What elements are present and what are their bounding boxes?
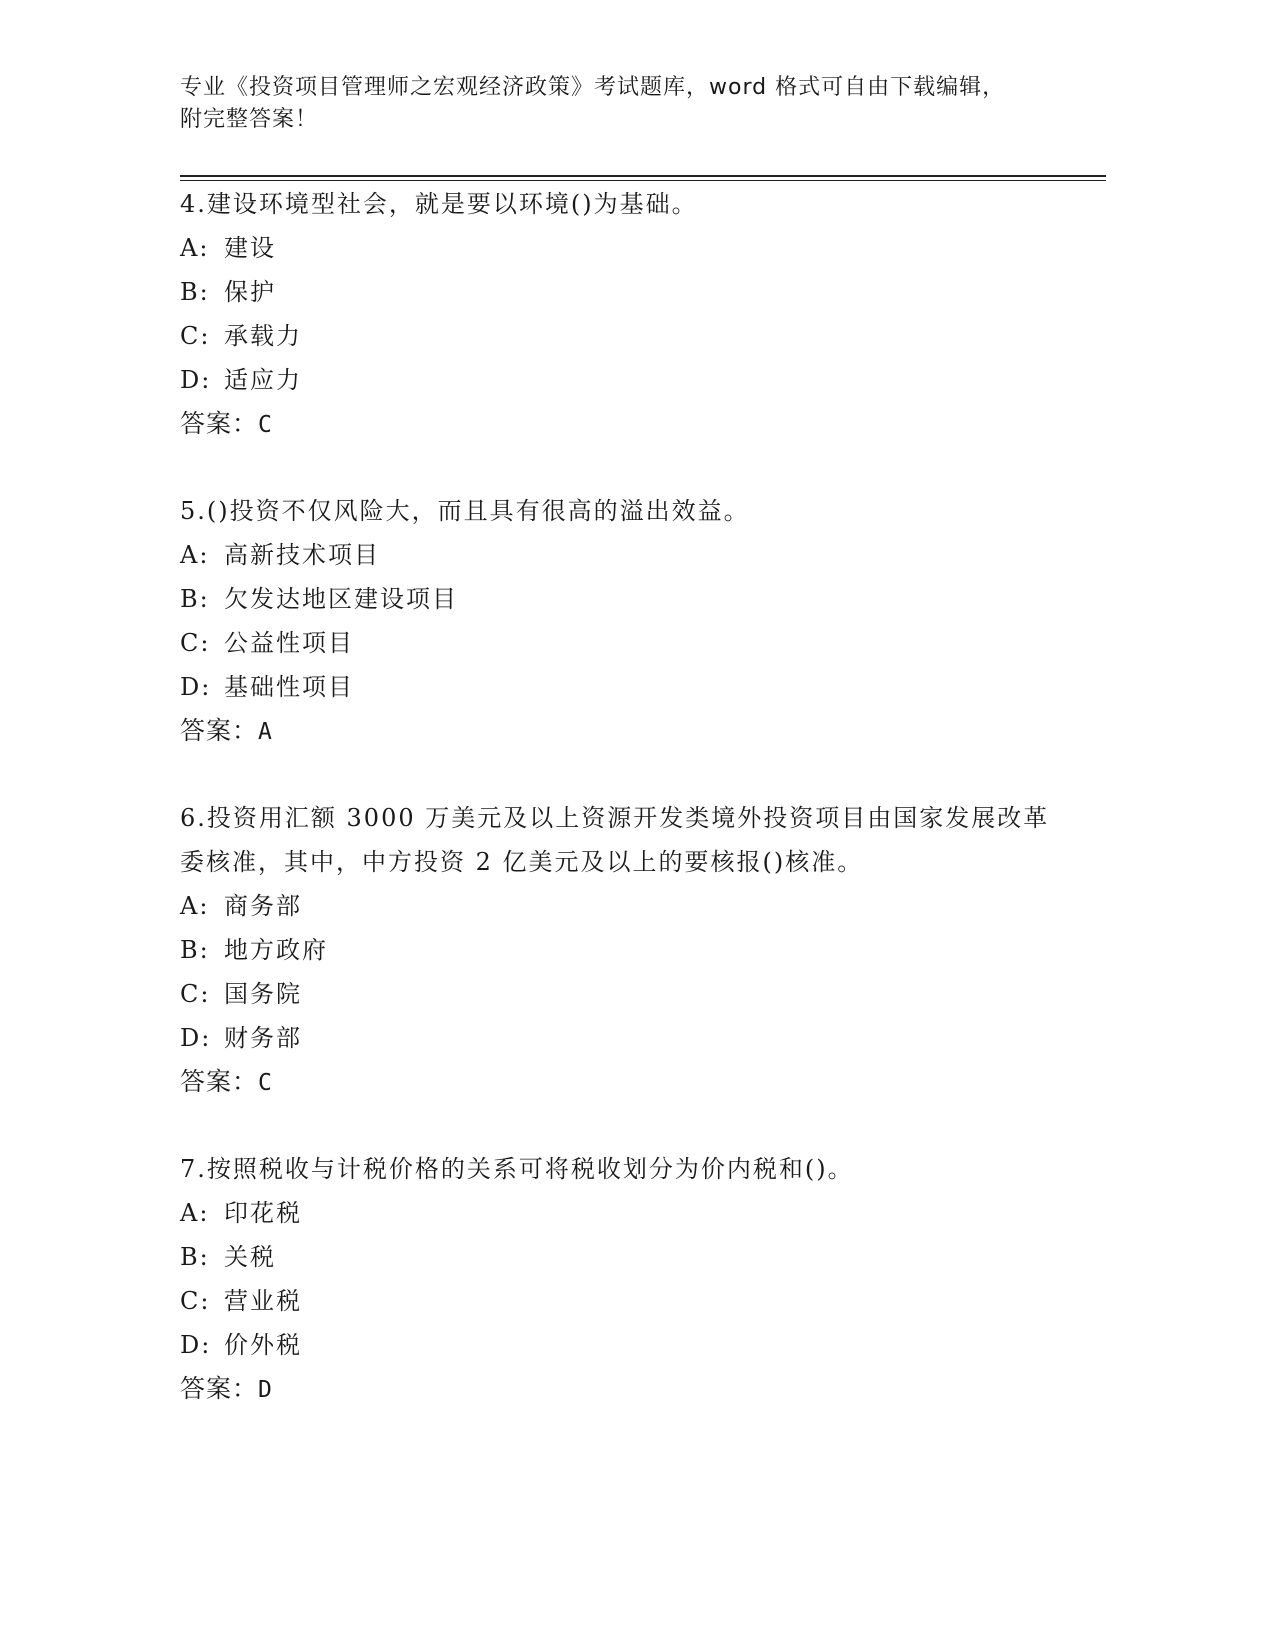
header-line-2: 附完整答案！ [180,107,319,132]
document-header [180,72,1060,136]
option-d [180,358,1060,402]
answer-value: C [258,1070,273,1096]
option-text: 适应力 [224,366,302,394]
option-text: 国务院 [224,980,302,1008]
option-key: B: [180,936,210,964]
option-key: C: [180,629,211,657]
option-b [180,928,1060,972]
option-c [180,621,1060,665]
option-b [180,270,1060,314]
question-list [180,182,1060,1454]
option-key: D: [180,1024,212,1052]
option-key: C: [180,980,211,1008]
option-text: 价外税 [224,1331,302,1359]
option-key: A: [180,234,210,262]
option-d [180,1323,1060,1367]
option-key: D: [180,1331,212,1359]
option-key: C: [180,322,211,350]
answer-line [180,709,1060,754]
option-key: A: [180,541,210,569]
option-text: 建设 [224,234,276,262]
question-item [180,182,1060,447]
question-stem: 5.()投资不仅风险大，而且具有很高的溢出效益。 [180,497,750,525]
option-c [180,1279,1060,1323]
option-text: 高新技术项目 [224,541,380,569]
option-b [180,1235,1060,1279]
option-text: 商务部 [224,892,302,920]
question-item [180,489,1060,754]
answer-label: 答案： [180,1067,259,1096]
option-text: 营业税 [224,1287,302,1315]
option-a [180,533,1060,577]
answer-value: D [258,1377,273,1403]
option-text: 基础性项目 [224,673,354,701]
answer-line [180,1060,1060,1105]
option-a [180,884,1060,928]
option-key: A: [180,1199,210,1227]
option-text: 地方政府 [224,936,328,964]
option-a [180,226,1060,270]
option-text: 印花税 [224,1199,302,1227]
answer-label: 答案： [180,1374,259,1403]
header-line-1: 专业《投资项目管理师之宏观经济政策》考试题库，word 格式可自由下载编辑， [180,75,1006,100]
answer-label: 答案： [180,409,259,438]
answer-value: C [258,412,273,438]
option-d [180,665,1060,709]
answer-line [180,402,1060,447]
option-key: B: [180,1243,210,1271]
option-text: 公益性项目 [224,629,354,657]
option-text: 财务部 [224,1024,302,1052]
option-key: A: [180,892,210,920]
option-key: B: [180,278,210,306]
answer-value: A [258,719,273,745]
option-d [180,1016,1060,1060]
header-divider-thin [180,180,1106,181]
question-item [180,1147,1060,1412]
option-key: B: [180,585,210,613]
option-key: D: [180,366,212,394]
answer-line [180,1367,1060,1412]
option-c [180,314,1060,358]
option-b [180,577,1060,621]
option-text: 关税 [224,1243,276,1271]
answer-label: 答案： [180,716,259,745]
question-stem: 6.投资用汇额 3000 万美元及以上资源开发类境外投资项目由国家发展改革委核准，其中，中方投资 2 亿美元及以上的要核报()核准。 [180,804,1050,876]
question-stem: 7.按照税收与计税价格的关系可将税收划分为价内税和()。 [180,1155,854,1183]
option-key: D: [180,673,212,701]
header-divider-thick [180,175,1106,177]
question-item [180,796,1060,1105]
option-c [180,972,1060,1016]
option-key: C: [180,1287,211,1315]
option-a [180,1191,1060,1235]
option-text: 保护 [224,278,276,306]
option-text: 欠发达地区建设项目 [224,585,458,613]
question-stem: 4.建设环境型社会，就是要以环境()为基础。 [180,190,698,218]
option-text: 承载力 [224,322,302,350]
